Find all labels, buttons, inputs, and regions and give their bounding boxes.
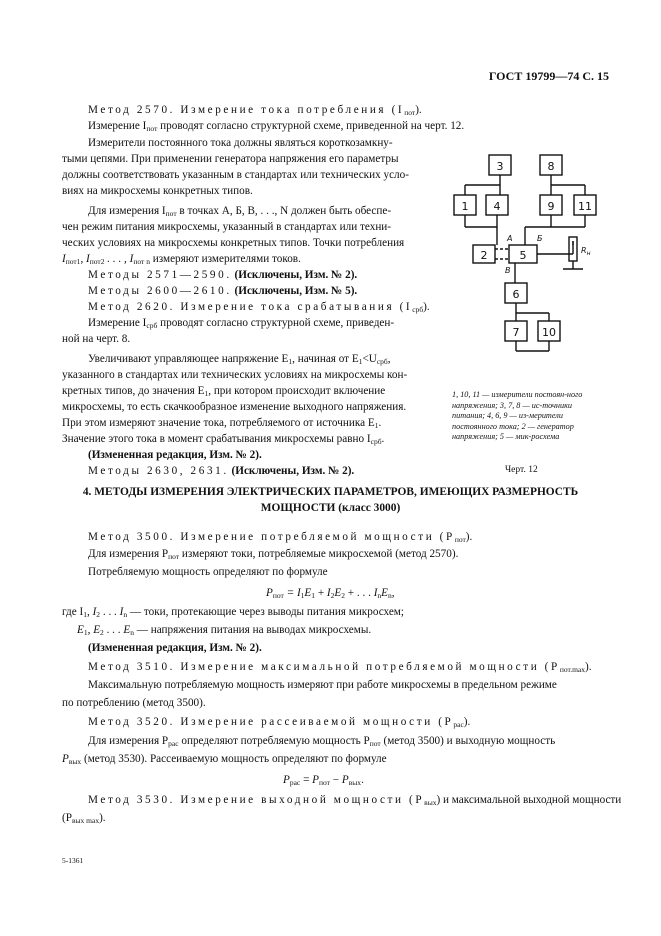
p3-text-a: Измерение I	[88, 317, 147, 329]
method-3520-sub: рас	[453, 720, 464, 729]
p4-usrb-sub: срб	[376, 357, 388, 366]
where-1-tail: — токи, протекающие через выводы питания микросхем;	[127, 606, 404, 618]
methods-excl-1-text: Методы 2571—2590.	[88, 269, 232, 281]
s3520-p1-c: (метод 3500) и выходную мощность	[380, 735, 556, 747]
method-2570-sub: пот	[404, 108, 416, 117]
method-3520-text: Метод 3520. Измерение рассеиваемой мощности (P	[88, 716, 454, 728]
formula-i-sym: = I	[283, 587, 301, 599]
block-label-7: 7	[512, 326, 520, 339]
point-b: Б	[537, 234, 543, 243]
p4-text-b: , начиная от E	[292, 353, 359, 365]
methods-excl-3	[88, 464, 354, 479]
p2-line-1	[88, 204, 391, 219]
p2-text-c: измеряют измерителями токов.	[149, 253, 301, 265]
excl-1-note: (Исключены, Изм. № 2).	[234, 269, 358, 281]
method-3520-line	[88, 715, 470, 730]
method-3510-sub: пот.max	[559, 665, 585, 674]
schematic-figure-12	[445, 145, 615, 375]
i-potn-sym: . . . , I	[104, 253, 134, 265]
i-pot1-sub: пот1	[65, 257, 81, 266]
method-2570-text: Метод 2570. Измерение тока потребления (I	[88, 104, 405, 116]
measure-line-b: проводят согласно структурной схеме, приведенной на черт. 12.	[157, 120, 465, 132]
p2-text-a: Для измерения I	[88, 205, 166, 217]
block-label-1: 1	[461, 200, 469, 213]
section-4-title-line-1: 4. МЕТОДЫ ИЗМЕРЕНИЯ ЭЛЕКТРИЧЕСКИХ ПАРАМЕТРОВ, ИМЕЮЩИХ РАЗМЕРНОСТЬ	[82, 486, 579, 498]
p4-text-c: <U	[362, 353, 377, 365]
s3500-edited	[88, 641, 262, 656]
excl-3-note: (Исключены, Изм. № 2).	[231, 465, 355, 477]
method-2570-tail: ).	[415, 104, 422, 116]
s3500-edited-text: (Измененная редакция, Изм. № 2).	[88, 642, 262, 654]
method-2620-text: Метод 2620. Измерение тока срабатывания (I	[88, 301, 413, 313]
p4-line-5	[62, 416, 381, 431]
p4-line-6	[62, 432, 384, 447]
edited-1	[88, 448, 262, 463]
footer-code: 5-1361	[62, 856, 84, 865]
p4-text-j: .	[381, 433, 385, 445]
block-label-2: 2	[480, 249, 488, 262]
p4-text-d: ,	[387, 353, 391, 365]
p4-line-3	[62, 384, 385, 399]
measure-line-sub: пот	[146, 124, 158, 133]
p4-e1-sub-b: 1	[358, 357, 363, 366]
method-3530-sub: вых	[424, 798, 437, 807]
i-pot2-sym: , I	[80, 253, 90, 265]
block-label-5: 5	[519, 249, 527, 262]
figure-caption: 1, 10, 11 — измерители постоян-ного напряжения; 3, 7, 8 — ис-точники питания; 4, 6, 9 — из-мерители постоянного тока; 2 — генератор напряжения; 5 — мик-росхема	[452, 390, 583, 441]
s3530-line-2-b: ).	[99, 812, 106, 824]
p4-text-e: кретных типов, до значения E	[62, 385, 205, 397]
methods-excl-1	[88, 268, 357, 283]
p4-e1-sub-d: 1	[374, 421, 379, 430]
method-3500-line	[88, 530, 472, 545]
s3520-p1-a: Для измерения P	[88, 735, 169, 747]
formula2-p-sym: P	[283, 774, 290, 786]
s3520-p1: Для измерения $P_{рас}$ определяют потребляемую мощность $P_{пот}$ (метод 3500) и выходную мощность	[88, 735, 556, 748]
where-1-a: где I	[62, 606, 84, 618]
p1-line-1: Измерители постоянного тока должны являться короткозамкну-	[88, 137, 393, 149]
method-3520-tail: ).	[463, 716, 471, 728]
p4-line-1	[88, 352, 391, 367]
p1-line-4: виях на микросхемы конкретных типов.	[62, 185, 253, 197]
point-a: А	[507, 234, 513, 243]
formula-power-consumption: $P_{пот} = I_1E_1 + I_2E_2$ + . . . $I_nE_n$,	[266, 587, 395, 600]
i-potn-sub: пот n	[133, 257, 150, 266]
p3-line-2: ной на черт. 8.	[62, 333, 131, 345]
block-label-9: 9	[547, 200, 555, 213]
p1-line-3: должны соответствовать указанным в стандартах или технических усло-	[62, 169, 409, 181]
p4-line-4: микросхемы, то есть скачкообразное изменение выходного напряжения.	[62, 401, 407, 413]
block-label-4: 4	[493, 200, 501, 213]
p2-text-b: в точках А, Б, В, . . ., N должен быть обеспе-	[176, 205, 392, 217]
p4-text-i: Значение этого тока в момент срабатывания микросхемы равно I	[62, 433, 371, 445]
methods-excl-2-text: Методы 2600—2610.	[88, 285, 232, 297]
section-4-title-line-2: МОЩНОСТИ (класс 3000)	[260, 502, 401, 514]
s3500-line-2-a: Для измерения P	[88, 548, 169, 560]
method-2620-sub: срб	[412, 305, 424, 314]
methods-excl-2	[88, 284, 357, 299]
methods-excl-3-text: Методы 2630, 2631.	[88, 465, 229, 477]
formula-p-sym: P	[266, 587, 273, 599]
method-3510-text: Метод 3510. Измерение максимальной потребляемой мощности (P	[88, 661, 560, 673]
page-header: ГОСТ 19799—74 С. 15	[488, 69, 609, 83]
s3530-line-2-a: (P	[62, 812, 72, 824]
p4-text-g: При этом измеряют значение тока, потребляемого от источника E	[62, 417, 375, 429]
p1-line-2: тыми цепями. При применении генератора напряжения его параметры	[62, 153, 399, 165]
method-2620-tail: ).	[423, 301, 430, 313]
block-label-3: 3	[496, 160, 504, 173]
figure-title: Черт. 12	[505, 465, 538, 475]
p4-line-2: указанного в стандартах или технических условиях на микросхемы кон-	[62, 369, 408, 381]
p4-e1-sub-c: 1	[204, 389, 209, 398]
p4-isrb-sub: срб	[370, 437, 382, 446]
method-3510-tail: ).	[585, 661, 592, 673]
block-label-8: 8	[547, 160, 555, 173]
s3530-line-2	[62, 811, 106, 826]
block-label-11: 11	[578, 200, 592, 213]
p4-text-f: , при котором происходит включение	[208, 385, 386, 397]
s3510-p1: Максимальную потребляемую мощность измеряют при работе микросхемы в предельном режиме	[88, 679, 557, 691]
method-3500-tail: ).	[465, 531, 473, 543]
edited-1-text: (Измененная редакция, Изм. № 2).	[88, 449, 262, 461]
method-3530-line	[88, 793, 621, 808]
s3520-p2-b: (метод 3530). Рассеиваемую мощность определяют по формуле	[81, 753, 387, 765]
method-2620-line	[88, 300, 430, 315]
measure-line	[88, 119, 464, 134]
p2-sub: пот	[165, 209, 177, 218]
i-pot1-sym: I	[62, 253, 66, 265]
s3520-p1-b: определяют потребляемую мощность P	[178, 735, 370, 747]
s3530-line-2-sub: вых max	[71, 816, 100, 825]
s3520-p2-a: P	[62, 753, 69, 765]
method-2570-line	[88, 103, 422, 118]
measure-line-a: Измерение I	[88, 120, 147, 132]
s3500-line-3: Потребляемую мощность определяют по формуле	[88, 566, 328, 578]
p2-line-2: чен режим питания микросхемы, указанный в стандартах или техни-	[62, 221, 392, 233]
p4-text-a: Увеличивают управляющее напряжение E	[88, 353, 289, 365]
block-label-10: 10	[542, 326, 556, 339]
p2-line-3: ческих условиях на микросхемы конкретных типов. Точки потребления	[62, 237, 405, 249]
s3510-p2: по потреблению (метод 3500).	[62, 697, 206, 709]
excl-2-note: (Исключены, Изм. № 5).	[234, 285, 358, 297]
where-line-1: где $I_1$, $I_2$ . . . $I_n$ — токи, протекающие через выводы питания микросхем;	[62, 606, 404, 619]
block-label-6: 6	[512, 288, 520, 301]
method-3500-sub: пот	[454, 535, 466, 544]
load-label: $R_н$	[581, 246, 591, 257]
s3520-p2: $P_{вых}$ (метод 3530). Рассеиваемую мощность определяют по формуле	[62, 753, 387, 766]
method-3530-tail: ) и максимальной выходной мощности	[436, 794, 622, 806]
p4-text-h: .	[378, 417, 382, 429]
p3-line-1	[88, 316, 394, 331]
s3500-line-2	[88, 547, 458, 562]
s3500-line-2-sub: пот	[168, 552, 180, 561]
i-pot2-sub: пот2	[89, 257, 105, 266]
p4-e1-sub-a: 1	[288, 357, 293, 366]
where-line-2: $E_1$, $E_2$ . . . $E_n$ — напряжения питания на выводах микросхемы.	[77, 624, 372, 637]
formula-p-sub: пот	[272, 591, 284, 600]
method-3530-text: Метод 3530. Измерение выходной мощности (P	[88, 794, 425, 806]
p2-line-4	[62, 252, 301, 267]
p3-text-b: проводят согласно структурной схеме, приведен-	[157, 317, 395, 329]
formula-power-dissipation: $P_{рас} = P_{пот} - P_{вых}$.	[283, 774, 364, 787]
where-2-tail: — напряжения питания на выводах микросхемы.	[133, 624, 372, 636]
method-3500-text: Метод 3500. Измерение потребляемой мощности (P	[88, 531, 455, 543]
p3-sub: срб	[146, 321, 158, 330]
s3500-line-2-b: измеряют токи, потребляемые микросхемой (метод 2570).	[179, 548, 459, 560]
point-v: В	[505, 266, 511, 275]
method-3510-line	[88, 660, 592, 675]
